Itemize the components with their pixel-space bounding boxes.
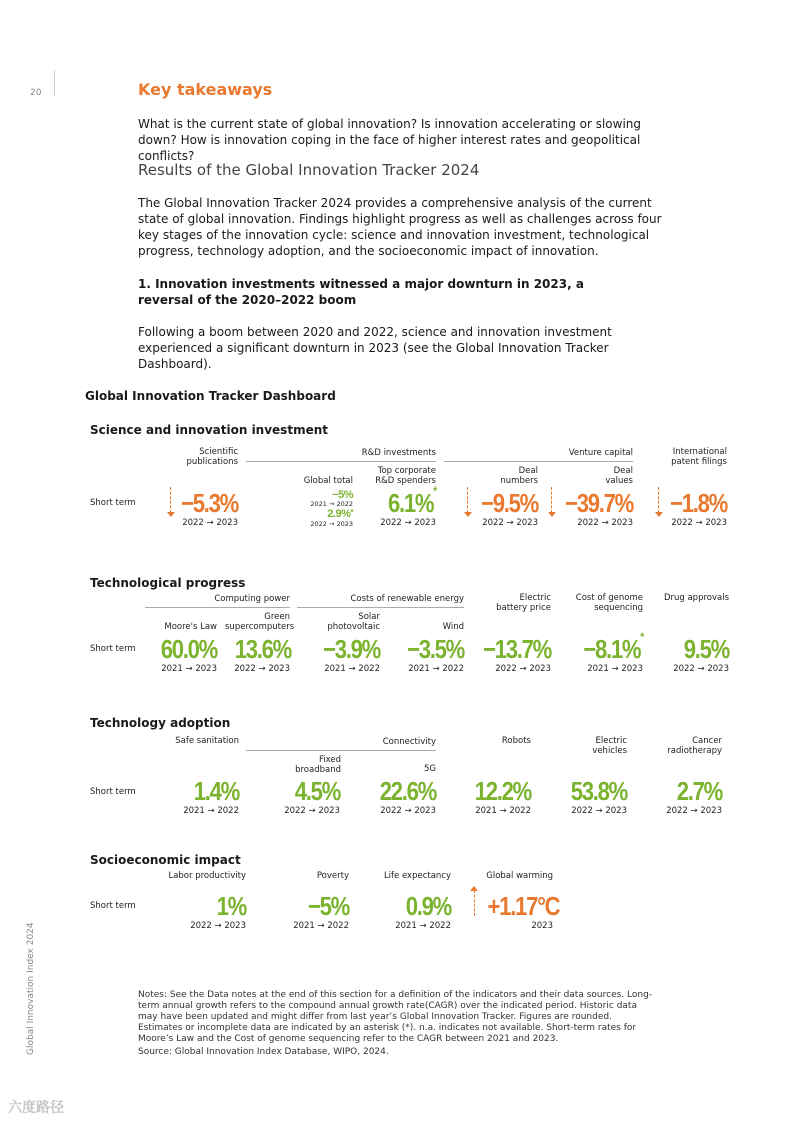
poverty-period: 2021 → 2022 — [293, 921, 349, 931]
supercomp-label: Green supercomputers — [225, 612, 295, 632]
sci-pub-label: Scientific publications — [186, 447, 238, 467]
supercomp-value: 13.6% — [234, 634, 292, 664]
adoption-section-title: Technology adoption — [90, 716, 231, 730]
ev-value: 53.8% — [570, 776, 627, 806]
patents-label: International patent filings — [671, 447, 727, 467]
genome-period: 2021 → 2023 — [587, 664, 643, 674]
global-total-value-b: 2.9%* — [327, 508, 353, 520]
fiveg-value: 22.6% — [379, 776, 436, 806]
global-total-value-a: −5% — [332, 489, 353, 501]
sci-pub-value: −5.3% — [181, 488, 238, 518]
page-number: 20 — [30, 88, 42, 98]
genome-value: −8.1%* — [583, 630, 643, 664]
top-corp-period: 2022 → 2023 — [380, 518, 436, 528]
patents-value: −1.8% — [670, 488, 727, 518]
solar-period: 2021 → 2022 — [324, 664, 380, 674]
conn-group-rule — [246, 750, 436, 751]
key-takeaways-heading: Key takeaways — [138, 80, 273, 99]
life-value: 0.9% — [405, 891, 451, 921]
genome-label: Cost of genome sequencing — [575, 593, 643, 613]
labor-label: Labor productivity — [168, 871, 246, 881]
sanitation-value: 1.4% — [193, 776, 239, 806]
compute-group-label: Computing power — [214, 594, 290, 604]
decline-arrow-icon — [658, 487, 659, 513]
dashboard-title: Global Innovation Tracker Dashboard — [85, 389, 336, 403]
vc-group-rule — [444, 461, 633, 462]
top-corp-value: 6.1%* — [388, 484, 436, 518]
decline-arrow-icon — [170, 487, 171, 513]
fiveg-label: 5G — [424, 764, 436, 774]
compute-group-rule — [145, 607, 290, 608]
science-section-title: Science and innovation investment — [90, 423, 328, 437]
deal-numbers-label: Deal numbers — [500, 466, 538, 486]
ev-label: Electric vehicles — [592, 736, 627, 756]
watermark: 六度路径 — [8, 1100, 64, 1116]
adoption-short-term-label: Short term — [90, 787, 136, 797]
decline-arrow-icon — [467, 487, 468, 513]
intro-paragraph: The Global Innovation Tracker 2024 provides a comprehensive analysis of the current state of global innovation. Findings highlight progress as well as challenges across four key stages of the innovation cycle: science and innovation investment, technological progress, technology adoption, and the socioeconomic impact of innovation. — [138, 196, 662, 258]
source-line: Source: Global Innovation Index Database, WIPO, 2024. — [138, 1047, 389, 1057]
global-total-period-a: 2021 → 2022 — [310, 500, 353, 508]
life-period: 2021 → 2022 — [395, 921, 451, 931]
robots-value: 12.2% — [474, 776, 531, 806]
socio-short-term-label: Short term — [90, 901, 136, 911]
renew-group-label: Costs of renewable energy — [350, 594, 464, 604]
fiveg-period: 2022 → 2023 — [380, 806, 436, 816]
tech-short-term-label: Short term — [90, 644, 136, 654]
cancer-period: 2022 → 2023 — [666, 806, 722, 816]
drugs-period: 2022 → 2023 — [673, 664, 729, 674]
deal-numbers-value: −9.5% — [481, 488, 538, 518]
poverty-value: −5% — [307, 891, 349, 921]
rd-group-rule — [246, 461, 436, 462]
decline-arrow-icon — [551, 487, 552, 513]
ev-period: 2022 → 2023 — [571, 806, 627, 816]
drugs-label: Drug approvals — [663, 593, 729, 603]
socio-section-title: Socioeconomic impact — [90, 853, 241, 867]
global-total-label: Global total — [303, 476, 353, 486]
deal-values-period: 2022 → 2023 — [577, 518, 633, 528]
life-label: Life expectancy — [383, 871, 451, 881]
warming-value: +1.17°C — [487, 891, 560, 921]
robots-label: Robots — [501, 736, 531, 746]
moore-period: 2021 → 2023 — [161, 664, 217, 674]
rd-group-label: R&D investments — [361, 448, 436, 458]
solar-value: −3.9% — [323, 634, 380, 664]
warming-period: 2023 — [531, 921, 553, 931]
labor-value: 1% — [216, 891, 246, 921]
moore-value: 60.0% — [160, 634, 217, 664]
deal-numbers-period: 2022 → 2023 — [482, 518, 538, 528]
drugs-value: 9.5% — [683, 634, 729, 664]
sanitation-period: 2021 → 2022 — [183, 806, 239, 816]
top-corp-label: Top corporate R&D spenders — [375, 466, 436, 486]
side-running-title: Global Innovation Index 2024 — [26, 922, 36, 1055]
increase-arrow-icon — [474, 890, 475, 916]
labor-period: 2022 → 2023 — [190, 921, 246, 931]
notes: Notes: See the Data notes at the end of this section for a definition of the indicators and their data sources. Long-term annual growth refers to the compound annual growth rate(CAGR) over the indicated period. Historic data may have been updated and might differ from last year’s Global Innovation Tracker. Figures are rounded. Estimates or incomplete data are indicated by an asterisk (*). n.a. indicates not available. Short-term rates for Moore’s Law and the Cost of genome sequencing refer to the CAGR between 2021 and 2023. — [138, 990, 653, 1044]
supercomp-period: 2022 → 2023 — [234, 664, 290, 674]
cancer-value: 2.7% — [676, 776, 722, 806]
poverty-label: Poverty — [316, 871, 349, 881]
battery-label: Electric battery price — [496, 593, 551, 613]
battery-period: 2022 → 2023 — [495, 664, 551, 674]
moore-label: Moore's Law — [164, 622, 217, 632]
vc-group-label: Venture capital — [568, 448, 633, 458]
broadband-label: Fixed broadband — [295, 755, 341, 775]
intro-question: What is the current state of global innovation? Is innovation accelerating or slowing down? How is innovation coping in the face of higher interest rates and geopolitical conflicts? — [138, 117, 642, 163]
finding-1: 1. Innovation investments witnessed a major downturn in 2023, a reversal of the 2020–2022 boom — [138, 277, 584, 307]
cancer-label: Cancer radiotherapy — [667, 736, 722, 756]
deal-values-label: Deal values — [605, 466, 633, 486]
patents-period: 2022 → 2023 — [671, 518, 727, 528]
wind-label: Wind — [442, 622, 464, 632]
renew-group-rule — [297, 607, 464, 608]
solar-label: Solar photovoltaic — [327, 612, 380, 632]
tech-section-title: Technological progress — [90, 576, 246, 590]
wind-period: 2021 → 2022 — [408, 664, 464, 674]
global-total-period-b: 2022 → 2023 — [310, 520, 353, 528]
sanitation-label: Safe sanitation — [175, 736, 239, 746]
warming-label: Global warming — [486, 871, 553, 881]
header-divider — [54, 70, 55, 96]
conn-group-label: Connectivity — [382, 737, 436, 747]
results-subheading: Results of the Global Innovation Tracker 2024 — [138, 161, 480, 179]
broadband-value: 4.5% — [294, 776, 340, 806]
wind-value: −3.5% — [407, 634, 464, 664]
sci-pub-period: 2022 → 2023 — [182, 518, 238, 528]
battery-value: −13.7% — [483, 634, 551, 664]
finding-1-paragraph: Following a boom between 2020 and 2022, science and innovation investment experienced a significant downturn in 2023 (see the Global Innovation Tracker Dashboard). — [138, 325, 612, 371]
deal-values-value: −39.7% — [565, 488, 633, 518]
broadband-period: 2022 → 2023 — [284, 806, 340, 816]
robots-period: 2021 → 2022 — [475, 806, 531, 816]
science-short-term-label: Short term — [90, 498, 136, 508]
